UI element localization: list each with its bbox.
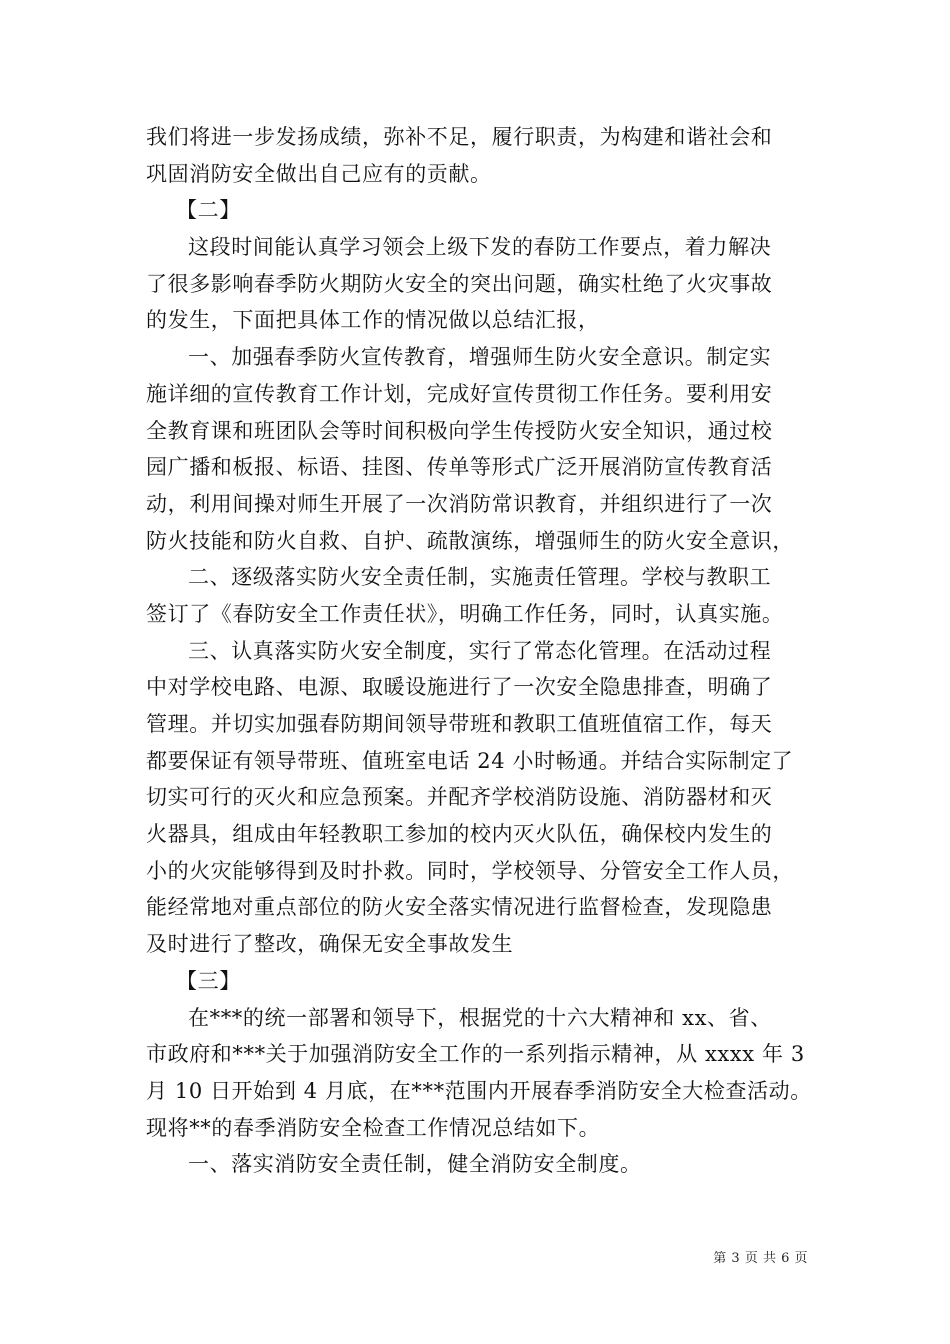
text-line: 二、逐级落实防火安全责任制，实施责任管理。学校与教职工 [188, 565, 772, 590]
text-line: 管理。并切实加强春防期间领导带班和教职工值班值宿工作，每天 [146, 712, 773, 736]
text-line: 一、加强春季防火宣传教育，增强师生防火安全意识。制定实 [188, 345, 772, 370]
text-line: 月 10 日开始到 4 月底，在***范围内开展春季消防安全大检查活动。 [146, 1078, 812, 1103]
text-line: 防火技能和防火自救、自护、疏散演练，增强师生的防火安全意识， [146, 528, 794, 553]
text-line: 能经常地对重点部位的防火安全落实情况进行监督检查，发现隐患 [146, 895, 773, 920]
section-heading-2: 【二】 [176, 198, 241, 223]
text-line: 动，利用间操对师生开展了一次消防常识教育，并组织进行了一次 [146, 491, 773, 516]
text-line: 的发生，下面把具体工作的情况做以总结汇报， [146, 308, 600, 333]
text-line: 巩固消防安全做出自己应有的贡献。 [146, 161, 492, 186]
text-line: 现将**的春季消防安全检查工作情况总结如下。 [146, 1115, 601, 1140]
text-line: 三、认真落实防火安全制度，实行了常态化管理。在活动过程 [188, 638, 772, 663]
text-line: 施详细的宣传教育工作计划，完成好宣传贯彻工作任务。要利用安 [146, 381, 773, 406]
text-line: 全教育课和班团队会等时间积极向学生传授防火安全知识，通过校 [146, 418, 773, 443]
text-line: 火器具，组成由年轻教职工参加的校内灭火队伍，确保校内发生的 [146, 822, 773, 847]
text-line: 这段时间能认真学习领会上级下发的春防工作要点，着力解决 [188, 235, 772, 260]
text-line: 小的火灾能够得到及时扑救。同时，学校领导、分管安全工作人员， [146, 858, 794, 883]
text-line: 一、落实消防安全责任制，健全消防安全制度。 [188, 1152, 642, 1177]
text-line: 我们将进一步发扬成绩，弥补不足，履行职责，为构建和谐社会和 [146, 125, 773, 149]
text-line: 及时进行了整改，确保无安全事故发生 [146, 932, 514, 957]
text-line: 中对学校电路、电源、取暖设施进行了一次安全隐患排查，明确了 [146, 675, 773, 700]
document-body [146, 119, 812, 1183]
text-line: 园广播和板报、标语、挂图、传单等形式广泛开展消防宣传教育活 [146, 455, 773, 480]
text-line: 市政府和***关于加强消防安全工作的一系列指示精神，从 xxxx 年 3 [146, 1042, 805, 1067]
text-line: 在***的统一部署和领导下，根据党的十六大精神和 xx、省、 [188, 1005, 772, 1030]
text-line: 都要保证有领导带班、值班室电话 24 小时畅通。并结合实际制定了 [146, 748, 794, 773]
page-number-footer: 第 3 页 共 6 页 [713, 1251, 808, 1266]
text-line: 了很多影响春季防火期防火安全的突出问题，确实杜绝了火灾事故 [146, 271, 773, 296]
text-line: 切实可行的灭火和应急预案。并配齐学校消防设施、消防器材和灭 [146, 785, 773, 810]
text-line: 签订了《春防安全工作责任状》，明确工作任务，同时，认真实施。 [146, 601, 784, 626]
section-heading-3: 【三】 [176, 968, 241, 993]
